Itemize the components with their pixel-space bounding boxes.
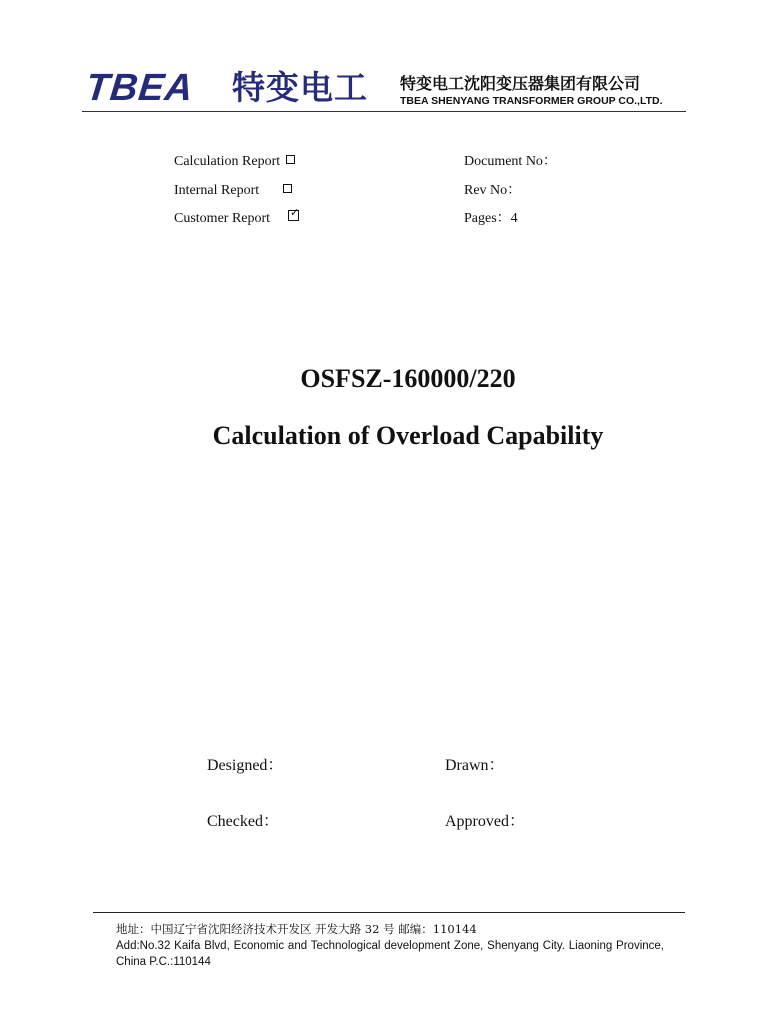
page-header bbox=[0, 0, 768, 115]
report-type-customer bbox=[174, 206, 300, 228]
rev-no: Rev No： bbox=[464, 183, 522, 198]
approved-label: Approved： bbox=[445, 813, 525, 830]
report-type-label: Calculation Report bbox=[174, 154, 281, 169]
report-type-calculation bbox=[174, 153, 295, 171]
checkbox-calculation-report[interactable] bbox=[286, 155, 295, 164]
drawn-label: Drawn： bbox=[445, 757, 505, 774]
checked-label: Checked： bbox=[207, 813, 279, 830]
document-no: Document No： bbox=[464, 154, 557, 169]
footer-address-cn: 地址：中国辽宁省沈阳经济技术开发区 开发大路 32 号 邮编：110144 bbox=[116, 922, 477, 936]
report-type-internal bbox=[174, 182, 292, 200]
designed-label: Designed： bbox=[207, 757, 284, 774]
footer-address-en: Add:No.32 Kaifa Blvd, Economic and Technological development Zone, Shenyang City. Liaoning Province, China P.C.:110144 bbox=[116, 940, 664, 968]
header-divider bbox=[82, 111, 686, 112]
report-type-label: Customer Report bbox=[174, 211, 271, 226]
tbea-logo: TBEA bbox=[83, 67, 196, 109]
document-title: Calculation of Overload Capability bbox=[212, 421, 604, 450]
company-name-cn: 特变电工沈阳变压器集团有限公司 bbox=[400, 74, 641, 93]
checkbox-customer-report[interactable] bbox=[288, 206, 300, 221]
tbea-logo-cn: 特变电工 bbox=[232, 68, 368, 107]
check-icon: ✓ bbox=[290, 206, 300, 219]
report-type-label: Internal Report bbox=[174, 183, 260, 198]
company-name-en: TBEA SHENYANG TRANSFORMER GROUP CO.,LTD. bbox=[400, 95, 663, 107]
footer-divider bbox=[93, 912, 685, 913]
pages-count: Pages：4 bbox=[464, 211, 518, 226]
checkbox-internal-report[interactable] bbox=[283, 184, 292, 193]
model-title: OSFSZ-160000/220 bbox=[300, 364, 516, 393]
